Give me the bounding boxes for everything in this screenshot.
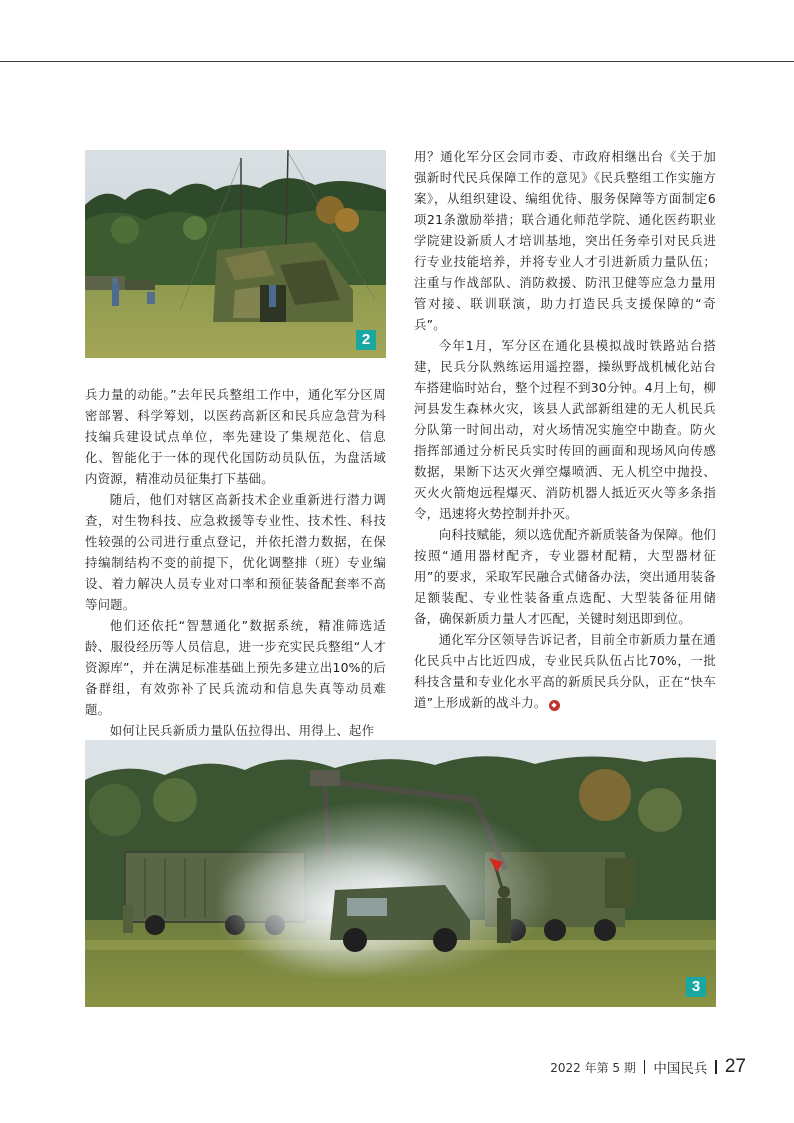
magazine-name: 中国民兵 [653, 1061, 708, 1077]
photo-camouflage-tent [85, 150, 386, 358]
right-paragraph-4 [414, 629, 716, 713]
photo-2-image [85, 150, 386, 358]
issue-label: 2022 年第 5 期 [550, 1060, 636, 1075]
article-end-mark-icon: ◆ [549, 700, 560, 711]
footer-separator [715, 1060, 717, 1074]
footer-separator [644, 1060, 646, 1074]
right-text-column [414, 146, 716, 713]
photo-decontamination-drill [85, 740, 716, 1007]
right-paragraph-1: 用？通化军分区会同市委、市政府相继出台《关于加强新时代民兵保障工作的意见》《民兵整组工作实施方案》，从组织建设、编组优待、服务保障等方面制定6项21条激励举措；联合通化师范学院、通化医药职业学院建设新质人才培训基地，突出任务牵引对民兵进行专业技能培养，并将专业人才引进新质力量队伍；注重与作战部队、消防救援、防汛卫健等应急力量用管对接、联训联演，助力打造民兵支援保障的“奇兵”。 [414, 149, 716, 332]
left-paragraph-4: 如何让民兵新质力量队伍拉得出、用得上、起作 [109, 723, 375, 738]
left-text-column [85, 384, 386, 741]
page-number: 27 [724, 1056, 746, 1077]
left-paragraph-1: 兵力量的动能。”去年民兵整组工作中，通化军分区周密部署、科学筹划，以医药高新区和民兵应急营为科技编兵建设试点单位，率先建设了集规范化、信息化、智能化于一体的现代化国防动员队伍，为盘活域内资源，精准动员征集打下基础。 [85, 387, 386, 486]
photo-3-number-badge: 3 [686, 977, 706, 997]
right-paragraph-4-text: 通化军分区领导告诉记者，目前全市新质力量在通化民兵中占比近四成，专业民兵队伍占比70%，一批科技含量和专业化水平高的新质民兵分队，正在“快车道”上形成新的战斗力。 [414, 632, 716, 710]
right-paragraph-2: 今年1月，军分区在通化县模拟战时铁路站台搭建，民兵分队熟练运用遥控器，操纵野战机械化站台车搭建临时站台，整个过程不到30分钟。4月上旬，柳河县发生森林火灾，该县人武部新组建的无人机民兵分队第一时间出动，对火场情况实施空中勘查。防火指挥部通过分析民兵实时传回的画面和现场风向传感数据，果断下达灭火弹空爆喷洒、无人机空中抛投、灭火火箭炮远程爆灭、消防机器人抵近灭火等多条指令，迅速将火势控制并扑灭。 [414, 338, 716, 521]
left-paragraph-2: 随后，他们对辖区高新技术企业重新进行潜力调查，对生物科技、应急救援等专业性、技术性、科技性较强的公司进行重点登记，并依托潜力数据，在保持编制结构不变的前提下，优化调整排（班）专业编设、着力解决人员专业对口率和预征装备配套率不高等问题。 [85, 492, 386, 612]
left-paragraph-3: 他们还依托“智慧通化”数据系统，精准筛选适龄、服役经历等人员信息，进一步充实民兵整组“人才资源库”，并在满足标准基础上预先多建立出10%的后备群组，有效弥补了民兵流动和信息失真等动员难题。 [85, 618, 386, 717]
header-rule [0, 61, 794, 62]
page-footer [550, 1054, 746, 1080]
photo-2-number-badge: 2 [356, 330, 376, 350]
right-paragraph-3: 向科技赋能，须以选优配齐新质装备为保障。他们按照“通用器材配齐，专业器材配精，大型器材征用”的要求，采取军民融合式储备办法，突出通用装备足额装配、专业性装备重点选配、大型装备征用储备，确保新质力量人才匹配，关键时刻迅即到位。 [414, 527, 716, 626]
photo-3-image [85, 740, 716, 1007]
